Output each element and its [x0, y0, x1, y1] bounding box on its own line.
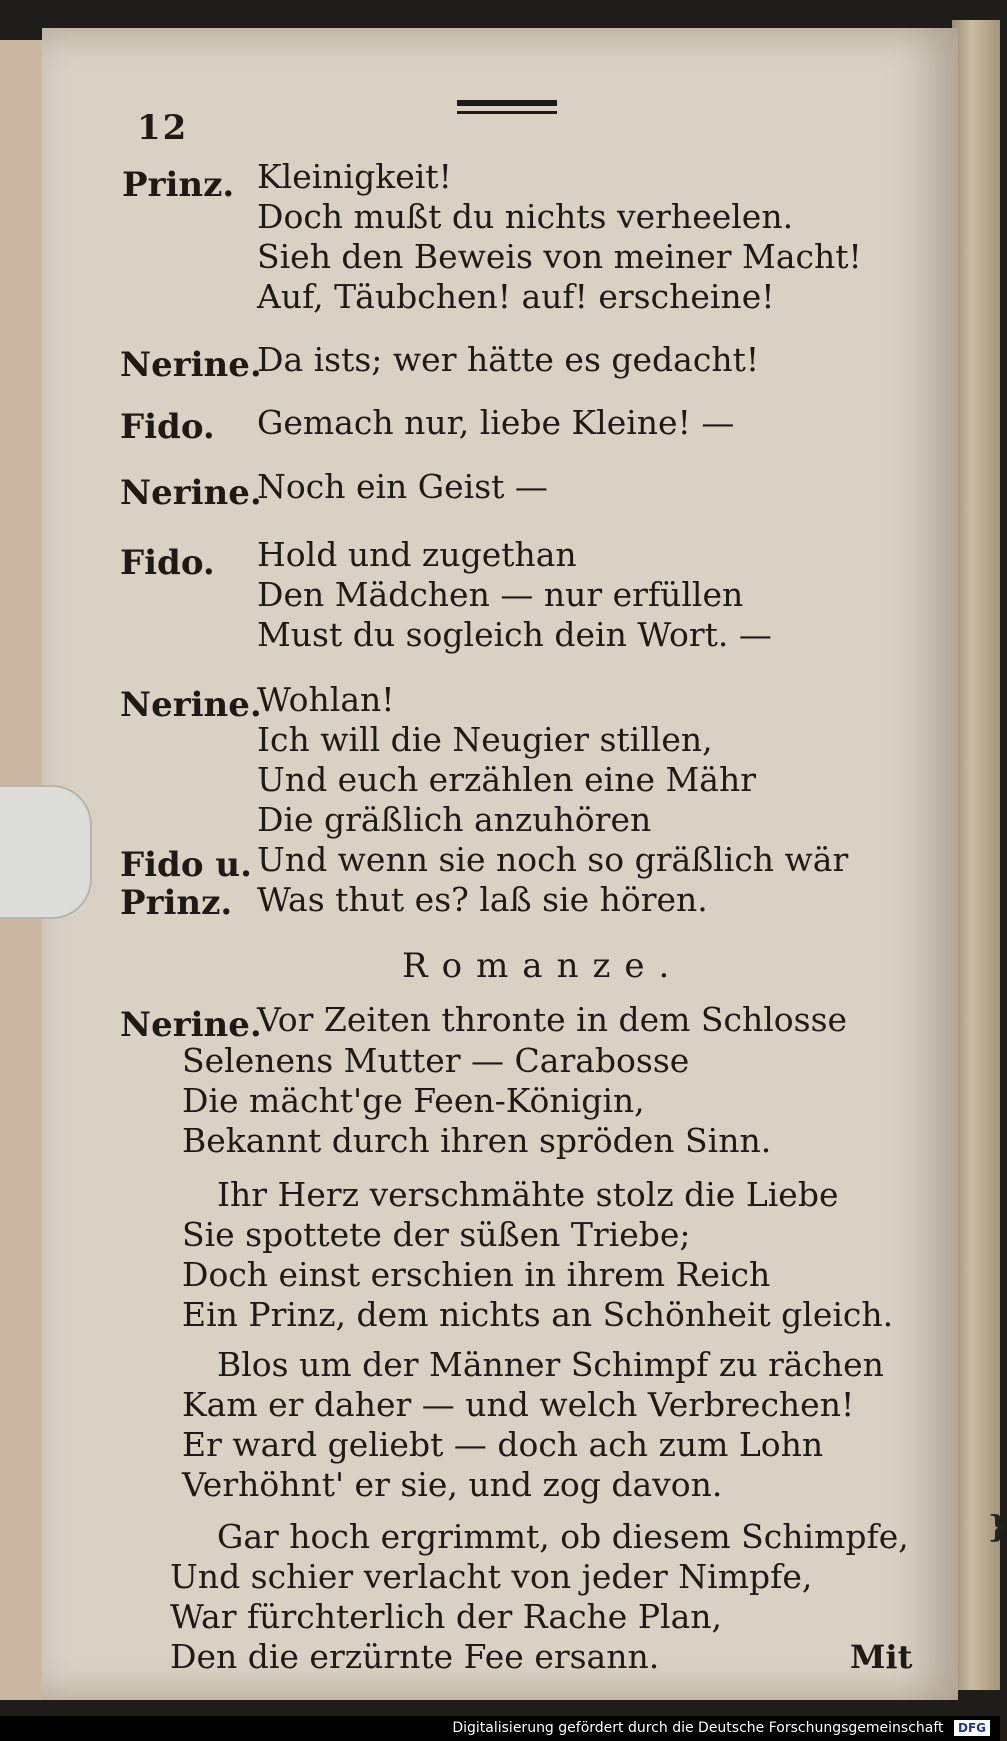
credit-text: Digitalisierung gefördert durch die Deutsche Forschungsgemeinschaft	[452, 1720, 944, 1736]
verse-line: Er ward geliebt — doch ach zum Lohn	[182, 1425, 824, 1464]
dfg-logo: DFG	[954, 1720, 990, 1736]
verse-line: Verhöhnt' er sie, und zog davon.	[182, 1465, 723, 1504]
verse-line: Must du sogleich dein Wort. —	[257, 615, 772, 654]
page-stack-edge	[952, 20, 1000, 1690]
speaker-label: Nerine.	[120, 685, 262, 725]
verse-line: Selenens Mutter — Carabosse	[182, 1041, 690, 1080]
speaker-label: Fido.	[120, 543, 215, 583]
header-rule	[457, 100, 557, 114]
verse-line: Doch einst erschien in ihrem Reich	[182, 1255, 771, 1294]
verse-line: Da ists; wer hätte es gedacht!	[257, 340, 760, 379]
verse-line: Und schier verlacht von jeder Nimpfe,	[170, 1557, 813, 1596]
speaker-label: Fido.	[120, 407, 215, 447]
digitization-credit-bar	[0, 1716, 1000, 1741]
verse-line: Wohlan!	[257, 680, 395, 719]
verse-line: Ihr Herz verschmähte stolz die Liebe	[217, 1175, 839, 1214]
verse-line: Und euch erzählen eine Mähr	[257, 760, 756, 799]
verse-line: Gemach nur, liebe Kleine! —	[257, 403, 735, 442]
speaker-label: Nerine.	[120, 1005, 262, 1045]
verse-line: Den die erzürnte Fee ersann.	[170, 1637, 660, 1676]
verse-line: Vor Zeiten thronte in dem Schlosse	[257, 1000, 848, 1039]
speaker-label: Fido u.	[120, 845, 252, 885]
verse-line: Hold und zugethan	[257, 535, 577, 574]
verse-line: War fürchterlich der Rache Plan,	[170, 1597, 722, 1636]
adjacent-page-mark: }	[988, 1510, 1007, 1545]
bookmark-clip	[0, 785, 92, 919]
speaker-label: Prinz.	[120, 883, 233, 923]
verse-line: Sieh den Beweis von meiner Macht!	[257, 237, 862, 276]
verse-line: Auf, Täubchen! auf! erscheine!	[257, 277, 775, 316]
verse-line: Sie spottete der süßen Triebe;	[182, 1215, 691, 1254]
verse-line: Ich will die Neugier stillen,	[257, 720, 713, 759]
catchword: Mit	[850, 1638, 913, 1676]
book-page	[42, 28, 958, 1700]
verse-line: Kleinigkeit!	[257, 157, 452, 196]
verse-line: Doch mußt du nichts verheelen.	[257, 197, 794, 236]
verse-line: Bekannt durch ihren spröden Sinn.	[182, 1121, 772, 1160]
speaker-label: Nerine.	[120, 473, 262, 513]
verse-line: Ein Prinz, dem nichts an Schönheit gleich.	[182, 1295, 894, 1334]
verse-line: Und wenn sie noch so gräßlich wär	[257, 840, 849, 879]
verse-line: Blos um der Männer Schimpf zu rächen	[217, 1345, 884, 1384]
verse-line: Die mächt'ge Feen-Königin,	[182, 1081, 645, 1120]
page-number: 12	[137, 108, 189, 148]
section-heading: Romanze.	[402, 946, 684, 986]
verse-line: Noch ein Geist —	[257, 467, 548, 506]
verse-line: Gar hoch ergrimmt, ob diesem Schimpfe,	[217, 1517, 909, 1556]
verse-line: Den Mädchen — nur erfüllen	[257, 575, 744, 614]
speaker-label: Nerine.	[120, 345, 262, 385]
verse-line: Kam er daher — und welch Verbrechen!	[182, 1385, 855, 1424]
verse-line: Was thut es? laß sie hören.	[257, 880, 708, 919]
verse-line: Die gräßlich anzuhören	[257, 800, 652, 839]
speaker-label: Prinz.	[122, 165, 235, 205]
